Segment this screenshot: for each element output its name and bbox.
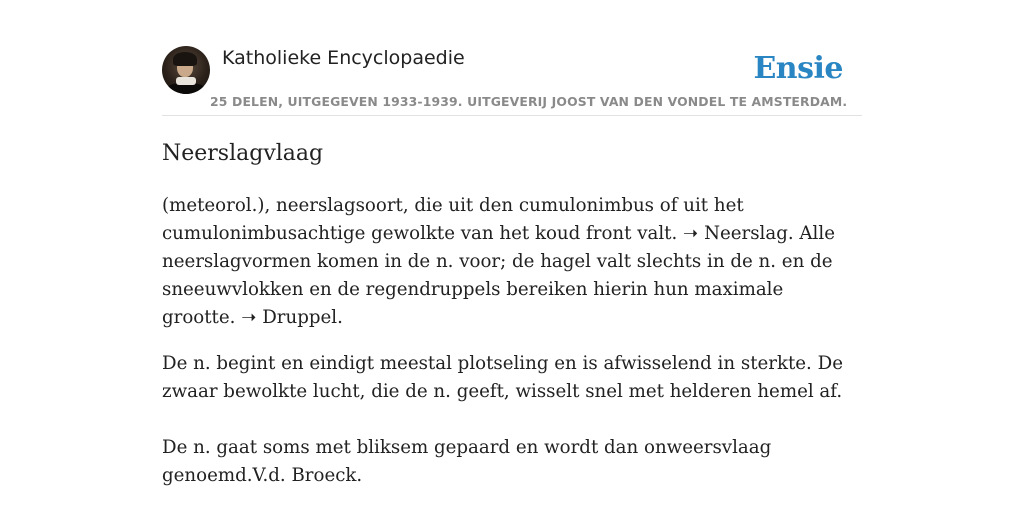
ensie-logo[interactable]: Ensie <box>753 51 843 86</box>
site-subtitle: 25 DELEN, UITGEGEVEN 1933-1939. UITGEVERIJ JOOST VAN DEN VONDEL TE AMSTERDAM. <box>210 94 848 109</box>
article-paragraph: De n. begint en eindigt meestal plotseling en is afwisselend in sterkte. De zwaar bewolkte lucht, die de n. geeft, wisselt snel met helderen hemel af. <box>162 353 843 402</box>
article-title: Neerslagvlaag <box>162 141 324 166</box>
paragraph-text: . <box>337 307 343 328</box>
site-name-link[interactable]: Katholieke Encyclopaedie <box>222 47 465 69</box>
article-paragraph: De n. gaat soms met bliksem gepaard en wordt dan onweersvlaag genoemd.V.d. Broeck. <box>162 437 772 486</box>
site-header <box>162 46 862 116</box>
arrow-right-icon: ➝ <box>241 307 257 328</box>
article-body <box>162 192 862 490</box>
article-paragraph <box>162 192 862 332</box>
paragraph-text: (meteorol.), neerslagsoort, die uit den cumulonimbus of uit het cumulonimbusachtige gewolkte van het koud front valt. <box>162 195 744 244</box>
link-druppel[interactable]: Druppel <box>256 307 338 328</box>
link-neerslag[interactable]: Neerslag <box>698 223 788 244</box>
paragraph-text: . Alle neerslagvormen komen in de n. voor; de hagel valt slechts in de n. en de sneeuwvlokken en de regendruppels bereiken hierin hun maximale grootte. <box>162 223 835 328</box>
portrait-avatar-icon[interactable] <box>162 46 210 94</box>
arrow-right-icon: ➝ <box>683 223 699 244</box>
